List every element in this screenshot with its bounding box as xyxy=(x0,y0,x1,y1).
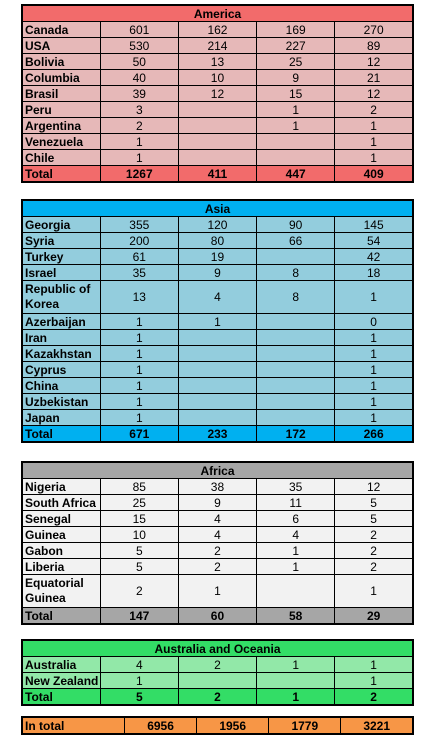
value-cell: 1 xyxy=(100,150,178,166)
total-cell: 2 xyxy=(335,689,413,706)
value-cell: 1 xyxy=(335,378,413,394)
asia-table xyxy=(21,199,414,443)
table-row xyxy=(22,378,413,394)
grand-total-cell: 6956 xyxy=(125,717,197,734)
america-table xyxy=(21,4,414,183)
value-cell: 2 xyxy=(335,543,413,559)
value-cell: 89 xyxy=(335,38,413,54)
country-name: Peru xyxy=(22,102,100,118)
value-cell: 6 xyxy=(257,511,335,527)
value-cell xyxy=(257,150,335,166)
country-name: Chile xyxy=(22,150,100,166)
value-cell xyxy=(178,378,256,394)
oceania-table xyxy=(21,639,414,706)
value-cell: 1 xyxy=(335,575,413,608)
table-row xyxy=(22,38,413,54)
value-cell xyxy=(257,394,335,410)
value-cell: 1 xyxy=(335,281,413,314)
value-cell: 15 xyxy=(257,86,335,102)
value-cell: 1 xyxy=(335,362,413,378)
value-cell: 2 xyxy=(178,559,256,575)
value-cell: 1 xyxy=(257,657,335,673)
value-cell: 15 xyxy=(100,511,178,527)
africa-table xyxy=(21,461,414,625)
value-cell: 38 xyxy=(178,479,256,495)
value-cell xyxy=(178,673,256,689)
value-cell: 35 xyxy=(257,479,335,495)
value-cell: 10 xyxy=(178,70,256,86)
country-name: Republic of Korea xyxy=(22,281,100,314)
total-cell: 29 xyxy=(335,608,413,625)
value-cell: 1 xyxy=(335,118,413,134)
total-cell: 172 xyxy=(257,426,335,443)
table-row xyxy=(22,543,413,559)
value-cell: 18 xyxy=(335,265,413,281)
value-cell: 1 xyxy=(257,118,335,134)
table-row xyxy=(22,575,413,608)
value-cell: 3 xyxy=(100,102,178,118)
total-cell: 1 xyxy=(257,689,335,706)
value-cell: 61 xyxy=(100,249,178,265)
table-row xyxy=(22,657,413,673)
value-cell: 2 xyxy=(335,527,413,543)
value-cell: 2 xyxy=(178,543,256,559)
value-cell: 25 xyxy=(100,495,178,511)
value-cell xyxy=(178,134,256,150)
grand-total-cell: 3221 xyxy=(341,717,413,734)
total-row xyxy=(22,426,413,443)
value-cell: 2 xyxy=(335,559,413,575)
country-name: New Zealand xyxy=(22,673,100,689)
country-name: Gabon xyxy=(22,543,100,559)
value-cell: 50 xyxy=(100,54,178,70)
value-cell: 1 xyxy=(257,543,335,559)
grand-total-cell: 1779 xyxy=(269,717,341,734)
value-cell: 1 xyxy=(257,559,335,575)
value-cell: 1 xyxy=(335,394,413,410)
value-cell: 200 xyxy=(100,233,178,249)
value-cell: 145 xyxy=(335,217,413,233)
value-cell: 4 xyxy=(178,527,256,543)
table-row xyxy=(22,217,413,233)
value-cell xyxy=(257,378,335,394)
value-cell: 13 xyxy=(100,281,178,314)
value-cell: 1 xyxy=(335,673,413,689)
value-cell: 1 xyxy=(100,134,178,150)
country-name: Kazakhstan xyxy=(22,346,100,362)
country-name: Japan xyxy=(22,410,100,426)
value-cell: 12 xyxy=(335,54,413,70)
value-cell: 1 xyxy=(178,575,256,608)
table-row xyxy=(22,346,413,362)
table-row xyxy=(22,410,413,426)
value-cell: 4 xyxy=(100,657,178,673)
value-cell: 5 xyxy=(335,495,413,511)
value-cell xyxy=(257,134,335,150)
value-cell xyxy=(178,346,256,362)
value-cell: 1 xyxy=(100,314,178,330)
value-cell: 39 xyxy=(100,86,178,102)
table-row xyxy=(22,511,413,527)
value-cell: 13 xyxy=(178,54,256,70)
total-cell: 2 xyxy=(178,689,256,706)
value-cell xyxy=(257,249,335,265)
total-label: Total xyxy=(22,608,100,625)
value-cell: 1 xyxy=(335,150,413,166)
country-name: Senegal xyxy=(22,511,100,527)
table-row xyxy=(22,314,413,330)
value-cell: 120 xyxy=(178,217,256,233)
country-name: Israel xyxy=(22,265,100,281)
total-row xyxy=(22,166,413,183)
value-cell: 11 xyxy=(257,495,335,511)
country-name: South Africa xyxy=(22,495,100,511)
total-cell: 60 xyxy=(178,608,256,625)
value-cell: 530 xyxy=(100,38,178,54)
value-cell: 12 xyxy=(335,86,413,102)
value-cell: 2 xyxy=(335,102,413,118)
value-cell: 1 xyxy=(335,134,413,150)
table-row xyxy=(22,118,413,134)
value-cell: 40 xyxy=(100,70,178,86)
section-title: Asia xyxy=(22,200,413,217)
country-name: Canada xyxy=(22,22,100,38)
value-cell xyxy=(257,346,335,362)
table-row xyxy=(22,22,413,38)
value-cell xyxy=(178,394,256,410)
total-cell: 671 xyxy=(100,426,178,443)
value-cell: 601 xyxy=(100,22,178,38)
country-name: Azerbaijan xyxy=(22,314,100,330)
table-row xyxy=(22,70,413,86)
value-cell: 54 xyxy=(335,233,413,249)
country-name: Bolivia xyxy=(22,54,100,70)
value-cell xyxy=(257,330,335,346)
country-name: Cyprus xyxy=(22,362,100,378)
value-cell: 35 xyxy=(100,265,178,281)
value-cell xyxy=(257,410,335,426)
value-cell: 4 xyxy=(178,281,256,314)
value-cell: 42 xyxy=(335,249,413,265)
value-cell: 5 xyxy=(100,543,178,559)
total-cell: 58 xyxy=(257,608,335,625)
value-cell xyxy=(178,102,256,118)
total-cell: 411 xyxy=(178,166,256,183)
value-cell: 1 xyxy=(100,362,178,378)
table-row xyxy=(22,249,413,265)
value-cell: 10 xyxy=(100,527,178,543)
table-row xyxy=(22,54,413,70)
value-cell: 1 xyxy=(335,657,413,673)
value-cell xyxy=(178,150,256,166)
table-row xyxy=(22,394,413,410)
total-cell: 5 xyxy=(100,689,178,706)
value-cell: 66 xyxy=(257,233,335,249)
value-cell: 21 xyxy=(335,70,413,86)
value-cell xyxy=(257,673,335,689)
grand-total-row xyxy=(22,717,413,734)
value-cell: 25 xyxy=(257,54,335,70)
total-cell: 1267 xyxy=(100,166,178,183)
grand-total-label: In total xyxy=(22,717,125,734)
country-name: Liberia xyxy=(22,559,100,575)
country-name: Georgia xyxy=(22,217,100,233)
value-cell: 1 xyxy=(178,314,256,330)
country-name: Uzbekistan xyxy=(22,394,100,410)
country-name: Brasil xyxy=(22,86,100,102)
value-cell: 12 xyxy=(335,479,413,495)
value-cell: 19 xyxy=(178,249,256,265)
value-cell: 270 xyxy=(335,22,413,38)
value-cell xyxy=(178,410,256,426)
total-label: Total xyxy=(22,426,100,443)
value-cell: 12 xyxy=(178,86,256,102)
total-cell: 266 xyxy=(335,426,413,443)
table-row xyxy=(22,495,413,511)
value-cell: 8 xyxy=(257,265,335,281)
value-cell: 214 xyxy=(178,38,256,54)
value-cell xyxy=(257,314,335,330)
value-cell: 1 xyxy=(335,330,413,346)
value-cell: 1 xyxy=(335,410,413,426)
grand-total-table xyxy=(21,716,414,735)
country-name: Guinea xyxy=(22,527,100,543)
table-row xyxy=(22,330,413,346)
total-cell: 447 xyxy=(257,166,335,183)
value-cell: 1 xyxy=(100,394,178,410)
table-row xyxy=(22,281,413,314)
value-cell xyxy=(178,118,256,134)
value-cell: 8 xyxy=(257,281,335,314)
value-cell: 1 xyxy=(100,378,178,394)
value-cell: 9 xyxy=(257,70,335,86)
total-cell: 409 xyxy=(335,166,413,183)
total-cell: 233 xyxy=(178,426,256,443)
value-cell: 80 xyxy=(178,233,256,249)
country-name: USA xyxy=(22,38,100,54)
country-name: Turkey xyxy=(22,249,100,265)
table-row xyxy=(22,102,413,118)
country-name: Syria xyxy=(22,233,100,249)
value-cell: 4 xyxy=(178,511,256,527)
value-cell: 5 xyxy=(100,559,178,575)
country-name: Equatorial Guinea xyxy=(22,575,100,608)
value-cell: 1 xyxy=(100,346,178,362)
value-cell: 162 xyxy=(178,22,256,38)
section-title: America xyxy=(22,5,413,22)
value-cell: 85 xyxy=(100,479,178,495)
table-row xyxy=(22,233,413,249)
total-cell: 147 xyxy=(100,608,178,625)
country-name: Australia xyxy=(22,657,100,673)
country-name: Argentina xyxy=(22,118,100,134)
value-cell: 1 xyxy=(100,330,178,346)
grand-total-cell: 1956 xyxy=(197,717,269,734)
section-title: Africa xyxy=(22,462,413,479)
country-name: Venezuela xyxy=(22,134,100,150)
value-cell xyxy=(257,575,335,608)
value-cell xyxy=(178,362,256,378)
section-title: Australia and Oceania xyxy=(22,640,413,657)
table-row xyxy=(22,479,413,495)
value-cell: 5 xyxy=(335,511,413,527)
table-row xyxy=(22,527,413,543)
table-row xyxy=(22,86,413,102)
value-cell: 227 xyxy=(257,38,335,54)
value-cell: 4 xyxy=(257,527,335,543)
table-row xyxy=(22,673,413,689)
country-name: Nigeria xyxy=(22,479,100,495)
table-row xyxy=(22,150,413,166)
value-cell: 1 xyxy=(100,673,178,689)
value-cell: 1 xyxy=(100,410,178,426)
total-label: Total xyxy=(22,689,100,706)
value-cell: 90 xyxy=(257,217,335,233)
table-row xyxy=(22,559,413,575)
value-cell: 1 xyxy=(257,102,335,118)
table-row xyxy=(22,265,413,281)
value-cell xyxy=(257,362,335,378)
table-row xyxy=(22,362,413,378)
value-cell: 2 xyxy=(100,575,178,608)
value-cell: 1 xyxy=(335,346,413,362)
total-row xyxy=(22,608,413,625)
value-cell: 355 xyxy=(100,217,178,233)
value-cell: 169 xyxy=(257,22,335,38)
country-name: Iran xyxy=(22,330,100,346)
value-cell: 0 xyxy=(335,314,413,330)
country-name: Columbia xyxy=(22,70,100,86)
total-label: Total xyxy=(22,166,100,183)
country-name: China xyxy=(22,378,100,394)
table-row xyxy=(22,134,413,150)
value-cell xyxy=(178,330,256,346)
value-cell: 2 xyxy=(178,657,256,673)
value-cell: 9 xyxy=(178,495,256,511)
total-row xyxy=(22,689,413,706)
value-cell: 2 xyxy=(100,118,178,134)
value-cell: 9 xyxy=(178,265,256,281)
